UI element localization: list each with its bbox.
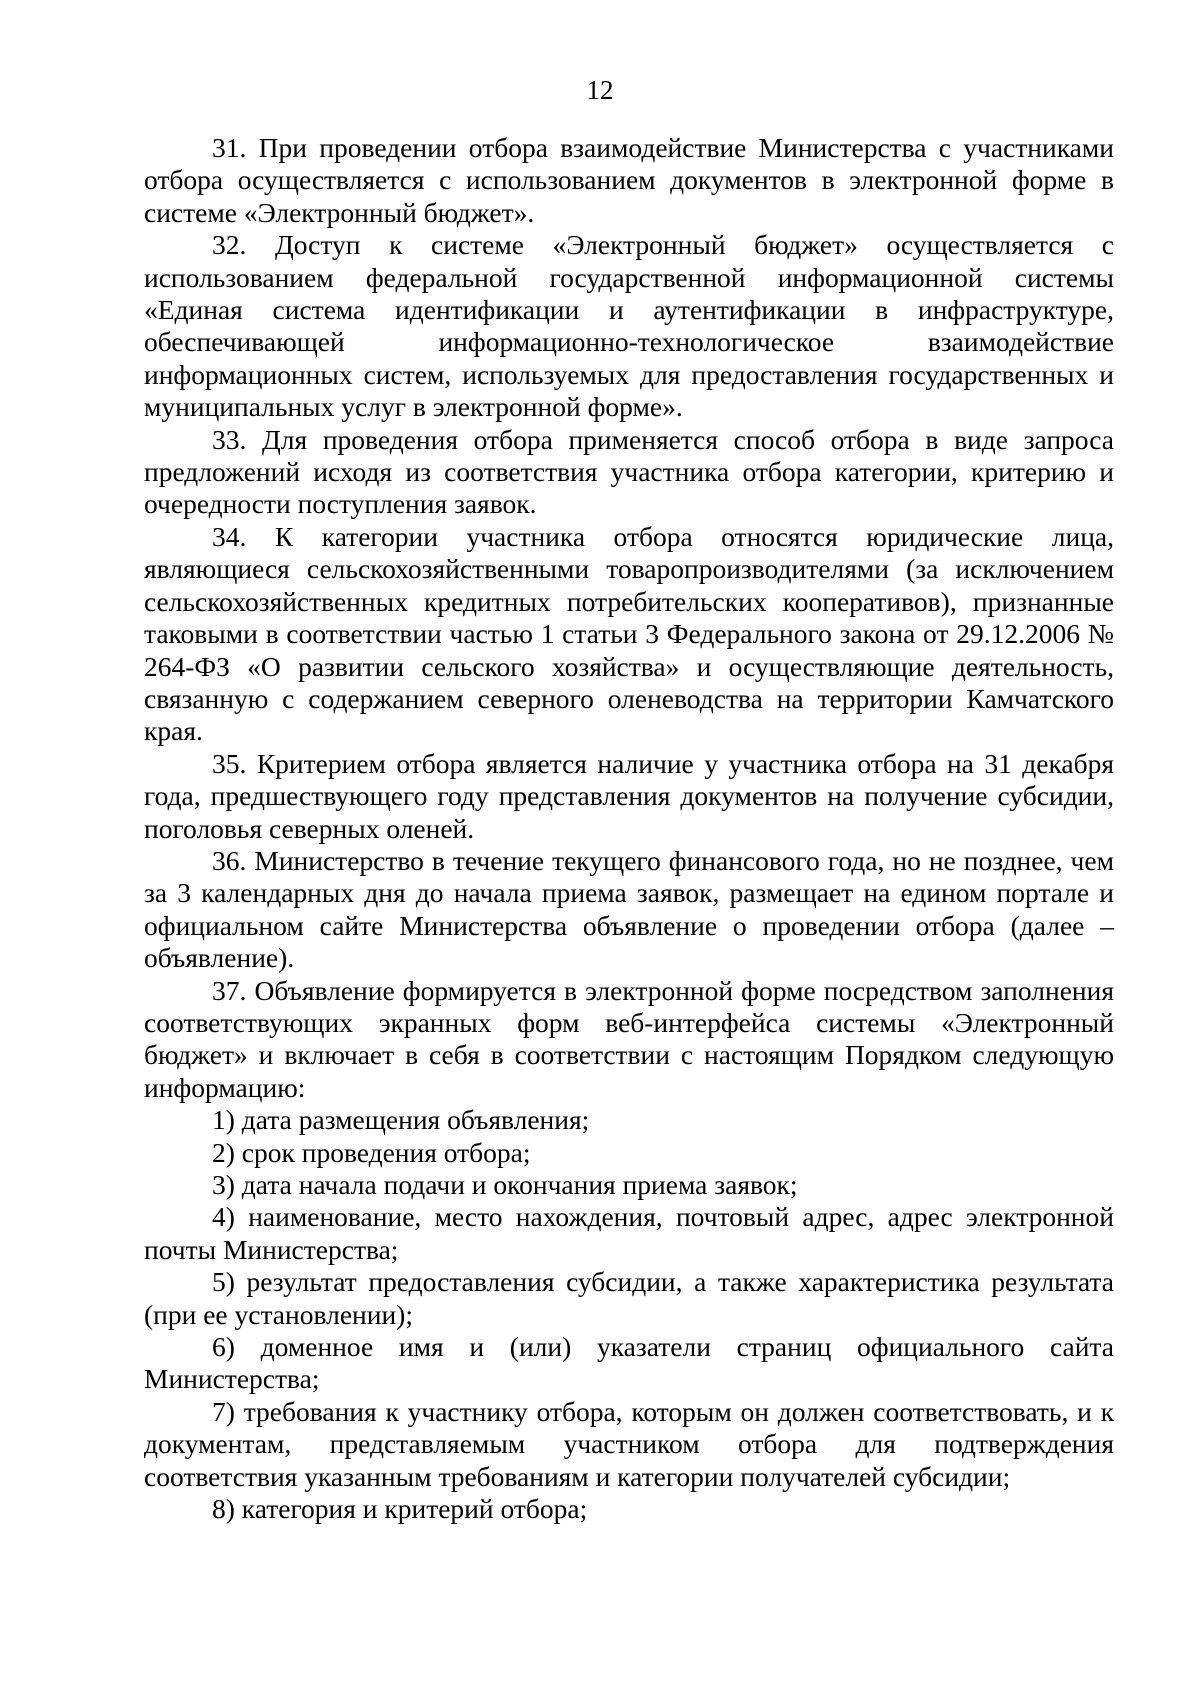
page-number: 12 — [586, 75, 614, 105]
list-item-1: 1) дата размещения объявления; — [212, 1104, 590, 1136]
paragraph-33: 33. Для проведения отбора применяется способ отбора в виде запроса предложений исходя из соответствия участника отбора категории, критерию и очередности поступления заявок. — [144, 423, 1114, 520]
paragraph-36: 36. Министерство в течение текущего финансового года, но не позднее, чем за 3 календарных дня до начала приема заявок, размещает на едином портале и официальном сайте Министерства объявление о проведении отбора (далее – объявление). — [144, 844, 1114, 974]
paragraph-31: 31. При проведении отбора взаимодействие Министерства с участниками отбора осуществляется с использованием документов в электронной форме в системе «Электронный бюджет». — [144, 132, 1114, 228]
list-item-8: 8) категория и критерий отбора; — [212, 1493, 588, 1525]
document-body — [144, 132, 1114, 1525]
list-item-6: 6) доменное имя и (или) указатели страниц официального сайта Министерства; — [144, 1331, 1114, 1395]
list-item-7: 7) требования к участнику отбора, которым он должен соответствовать, и к документам, представляемым участником отбора для подтверждения соответствия указанным требованиям и категории получателей субсидии; — [144, 1395, 1114, 1492]
paragraph-34: 34. К категории участника отбора относятся юридические лица, являющиеся сельскохозяйственными товаропроизводителями (за исключением сельскохозяйственных кредитных потребительских кооперативов), признанные таковыми в соответствии частью 1 статьи 3 Федерального закона от 29.12.2006 № 264-ФЗ «О развитии сельского хозяйства» и осуществляющие деятельность, связанную с содержанием северного оленеводства на территории Камчатского края. — [144, 520, 1114, 747]
list-item-5: 5) результат предоставления субсидии, а также характеристика результата (при ее установлении); — [144, 1266, 1114, 1330]
list-item-4: 4) наименование, место нахождения, почтовый адрес, адрес электронной почты Министерства; — [144, 1201, 1114, 1265]
paragraph-35: 35. Критерием отбора является наличие у участника отбора на 31 декабря года, предшествующего году представления документов на получение субсидии, поголовья северных оленей. — [144, 747, 1114, 844]
paragraph-37: 37. Объявление формируется в электронной форме посредством заполнения соответствующих экранных форм веб-интерфейса системы «Электронный бюджет» и включает в себя в соответствии с настоящим Порядком следующую информацию: — [144, 974, 1114, 1103]
list-item-2: 2) срок проведения отбора; — [212, 1136, 531, 1168]
paragraph-32: 32. Доступ к системе «Электронный бюджет» осуществляется с использованием федеральной государственной информационной системы «Единая система идентификации и аутентификации в инфраструктуре, обеспечивающей информационно-технологическое взаимодействие информационных систем, используемых для предоставления государственных и муниципальных услуг в электронной форме». — [144, 229, 1114, 423]
list-item-3: 3) дата начала подачи и окончания приема заявок; — [212, 1169, 798, 1200]
